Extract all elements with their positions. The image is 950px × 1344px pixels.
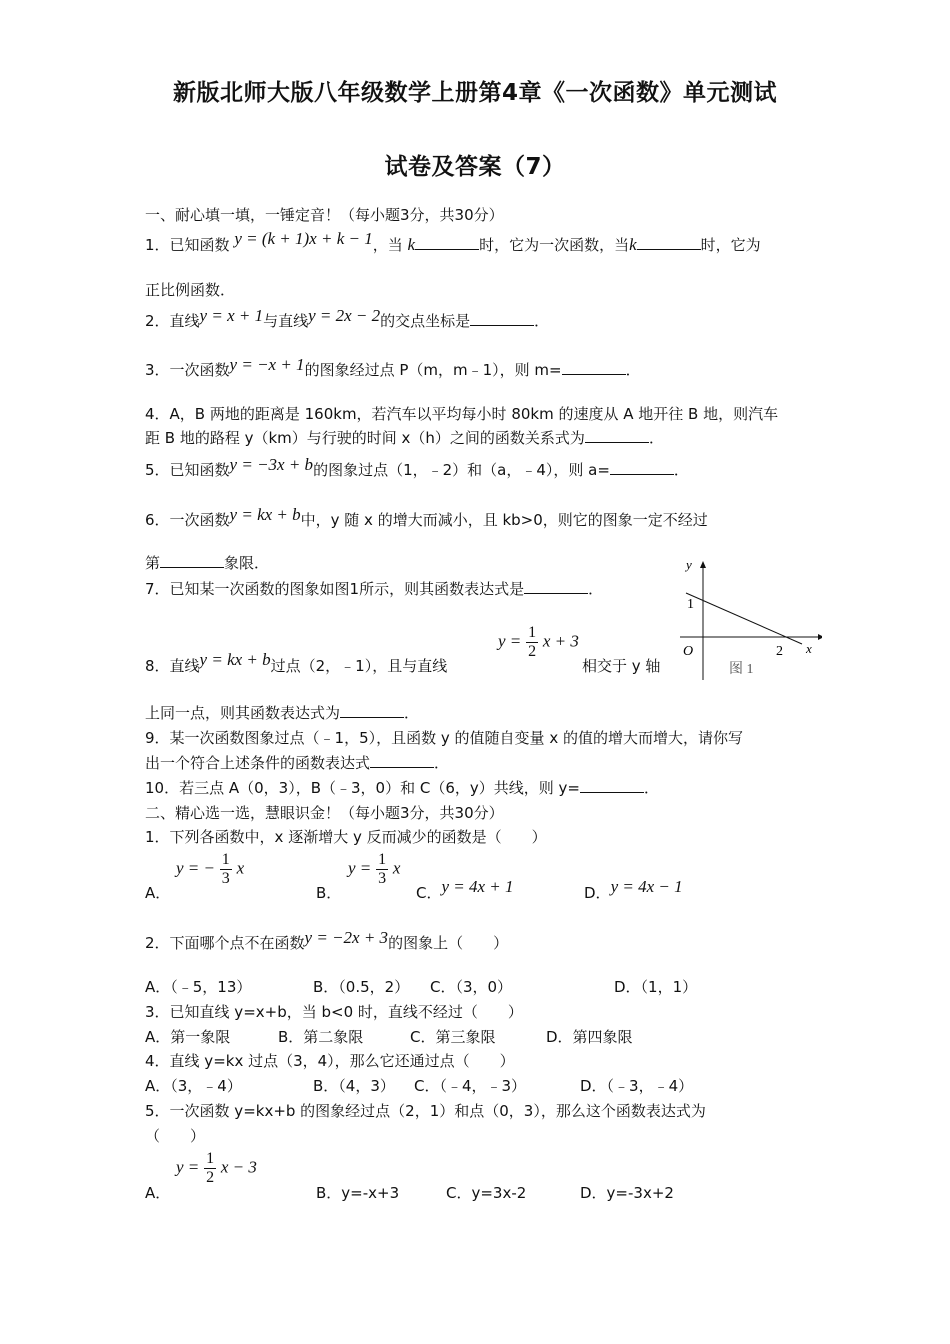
x-intercept-label: 2 xyxy=(776,644,783,659)
s2-q2-option-d[interactable]: D．（1，1） xyxy=(614,978,698,996)
s1-q9-l1: 9．某一次函数图象过点（﹣1，5），且函数 y 的值随自变量 x 的值的增大而增大，请你写 xyxy=(145,729,743,747)
s1-q8-l2: 上同一点，则其函数表达式为 ． xyxy=(145,704,420,722)
y-intercept-label: 1 xyxy=(687,597,694,612)
answer-blank[interactable] xyxy=(470,311,534,326)
q1-expression: y = (k + 1)x + k − 1 xyxy=(234,229,373,248)
answer-blank[interactable] xyxy=(415,235,479,250)
s1-q3: 3．一次函数y = −x + 1的图象经过点 P（m，m﹣1），则 m= ． xyxy=(145,355,641,379)
answer-blank[interactable] xyxy=(370,753,434,768)
s2-q5-option-d[interactable]: D．y=-3x+2 xyxy=(580,1184,674,1202)
s1-q7: 7．已知某一次函数的图象如图1所示，则其函数表达式是 ． xyxy=(145,580,604,598)
s1-q2: 2．直线y = x + 1与直线y = 2x − 2的交点坐标是 ． xyxy=(145,306,550,330)
s1-q9-l2: 出一个符合上述条件的函数表达式 ． xyxy=(145,754,450,772)
s1-q6: 6．一次函数y = kx + b中，y 随 x 的增大而减小，且 kb>0，则它的图象一定不经过 xyxy=(145,505,708,529)
s1-q6-l2: 第 象限． xyxy=(145,554,270,572)
s2-q3-option-b[interactable]: B．第二象限 xyxy=(278,1028,364,1046)
s2-q4-option-c[interactable]: C．（﹣4，﹣3） xyxy=(414,1077,527,1095)
s1-q8-tail: 相交于 y 轴 xyxy=(582,657,661,675)
s1-q4-l1: 4．A，B 两地的距离是 160km，若汽车以平均每小时 80km 的速度从 A 地开往 B 地，则汽车 xyxy=(145,405,779,423)
s2-q1-option-b-label[interactable]: B． xyxy=(316,884,342,902)
answer-blank[interactable] xyxy=(637,235,701,250)
s1-q10: 10．若三点 A（0，3），B（﹣3，0）和 C（6，y）共线，则 y= ． xyxy=(145,779,659,797)
s2-q4: 4．直线 y=kx 过点（3，4），那么它还通过点（ ） xyxy=(145,1052,515,1070)
answer-blank[interactable] xyxy=(580,778,644,793)
answer-blank[interactable] xyxy=(160,553,224,568)
s2-q1-option-c[interactable]: C．y = 4x + 1 xyxy=(416,877,514,902)
answer-blank[interactable] xyxy=(524,579,588,594)
origin-label: O xyxy=(683,644,694,659)
s2-q1-option-a-label[interactable]: A． xyxy=(145,884,171,902)
s2-q1: 1．下列各函数中，x 逐渐增大 y 反而减少的函数是（ ） xyxy=(145,828,547,846)
title-line-1: 新版北师大版八年级数学上册第4章《一次函数》单元测试 xyxy=(172,80,777,106)
s1-q1: 1．已知函数 y = (k + 1)x + k − 1，当 k 时，它为一次函数，当k 时，它为 xyxy=(145,229,761,254)
s2-q2-option-b[interactable]: B．（0.5，2） xyxy=(313,978,410,996)
answer-blank[interactable] xyxy=(585,428,649,443)
s2-q5: 5．一次函数 y=kx+b 的图象经过点（2，1）和点（0，3），那么这个函数表达式为 xyxy=(145,1102,706,1120)
s1-q1-cont: 正比例函数． xyxy=(145,281,236,299)
section1-header: 一、耐心填一填，一锤定音！（每小题3分，共30分） xyxy=(145,206,504,224)
s2-q4-option-d[interactable]: D．（﹣3，﹣4） xyxy=(580,1077,694,1095)
y-axis-label: y xyxy=(686,557,692,572)
s2-q1-option-a[interactable]: y = − $\frac{1}{3}$ x xyxy=(176,851,245,887)
x-axis-arrow xyxy=(818,634,822,640)
s2-q5-option-c[interactable]: C．y=3x-2 xyxy=(446,1184,527,1202)
s2-q2-option-c[interactable]: C．（3，0） xyxy=(430,978,513,996)
q8-fraction-expression: y = $\frac{1}{2}$ x + 3 xyxy=(498,624,579,660)
s2-q4-option-a[interactable]: A．（3，﹣4） xyxy=(145,1077,242,1095)
s2-q1-option-d[interactable]: D．y = 4x − 1 xyxy=(584,877,683,902)
s2-q3-option-d[interactable]: D．第四象限 xyxy=(546,1028,633,1046)
s2-q5-option-b[interactable]: B．y=-x+3 xyxy=(316,1184,400,1202)
s1-q8: 8．直线y = kx + b过点（2，﹣1），且与直线 xyxy=(145,650,448,675)
s2-q5-paren: （ ） xyxy=(145,1127,206,1145)
figure-caption: 图 1 xyxy=(729,662,754,677)
s2-q4-option-b[interactable]: B．（4，3） xyxy=(313,1077,395,1095)
s2-q3-option-a[interactable]: A．第一象限 xyxy=(145,1028,231,1046)
s2-q5-option-a-label[interactable]: A． xyxy=(145,1184,171,1202)
y-axis-arrow xyxy=(700,561,706,568)
figure-1-graph xyxy=(672,556,822,686)
s1-q4-l2: 距 B 地的路程 y（km）与行驶的时间 x（h）之间的函数关系式为 ． xyxy=(145,429,664,447)
s1-q5: 5．已知函数y = −3x + b的图象过点（1，﹣2）和（a，﹣4），则 a= ． xyxy=(145,455,689,479)
s2-q5-option-a[interactable]: y = $\frac{1}{2}$ x − 3 xyxy=(176,1150,257,1186)
answer-blank[interactable] xyxy=(340,703,404,718)
s2-q3-option-c[interactable]: C．第三象限 xyxy=(410,1028,496,1046)
answer-blank[interactable] xyxy=(562,360,626,375)
x-axis-label: x xyxy=(806,641,812,656)
answer-blank[interactable] xyxy=(610,460,674,475)
title-line-2: 试卷及答案（7） xyxy=(384,154,566,180)
s2-q2-option-a[interactable]: A．（﹣5，13） xyxy=(145,978,252,996)
s2-q1-option-b[interactable]: y = $\frac{1}{3}$ x xyxy=(348,851,401,887)
s2-q3: 3．已知直线 y=x+b，当 b<0 时，直线不经过（ ） xyxy=(145,1003,523,1021)
section2-header: 二、精心选一选，慧眼识金！（每小题3分，共30分） xyxy=(145,804,504,822)
s2-q2: 2．下面哪个点不在函数y = −2x + 3的图象上（ ） xyxy=(145,928,509,952)
